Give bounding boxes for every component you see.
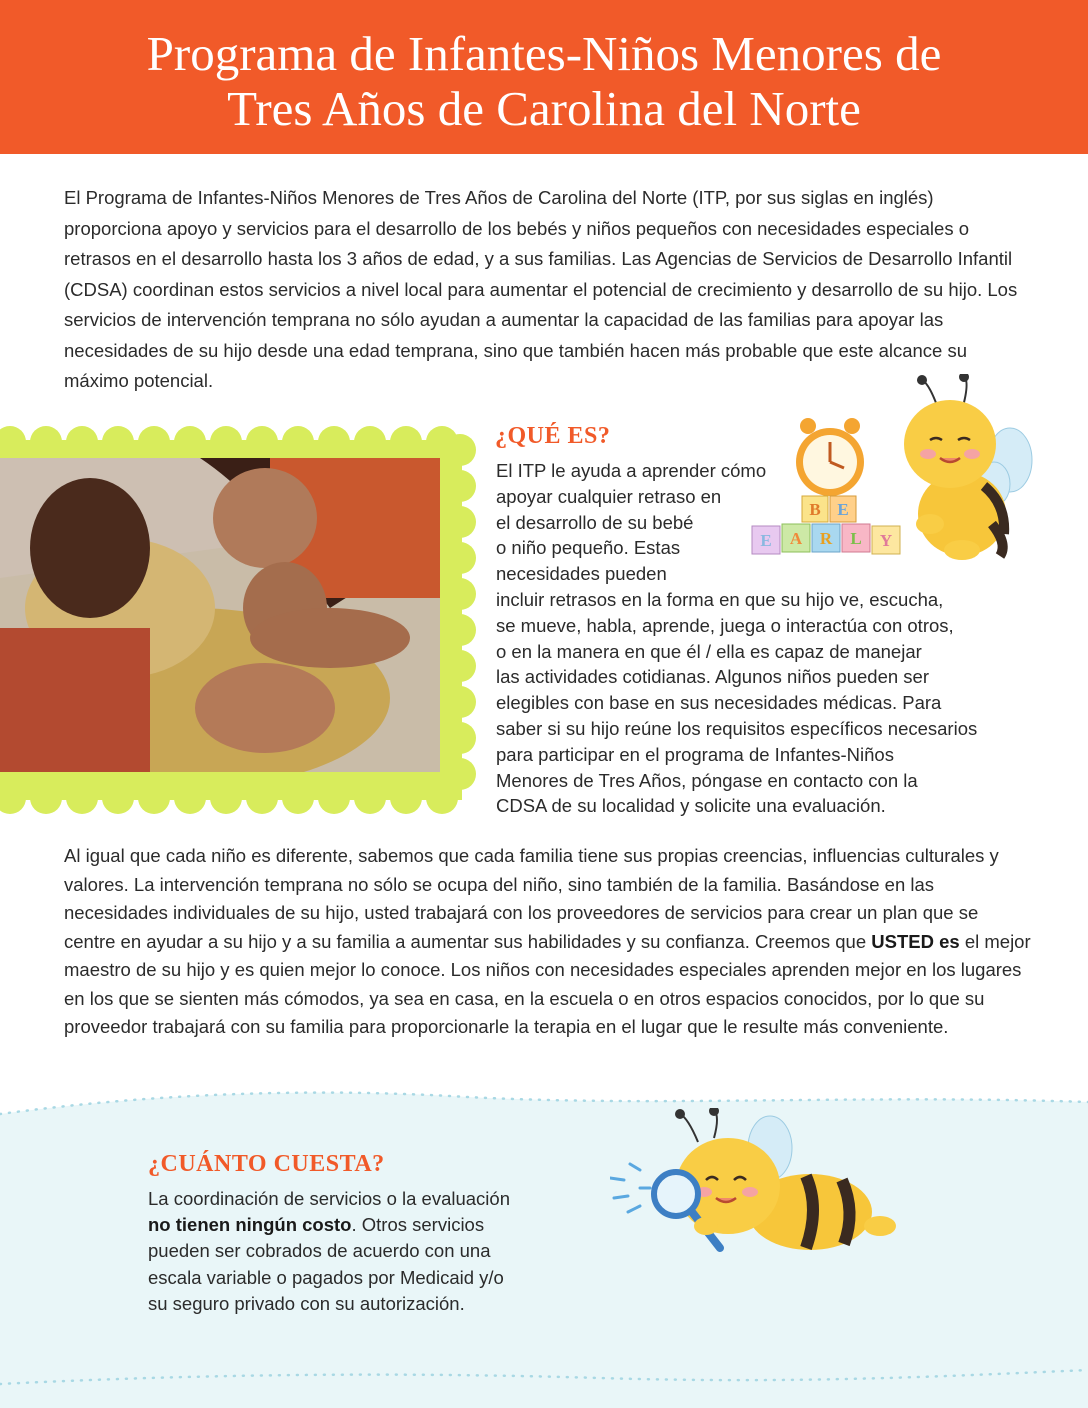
page-title (0, 26, 1088, 136)
frame-scallop (354, 426, 386, 458)
letter-block-l (842, 524, 870, 552)
frame-scallop (210, 782, 242, 814)
frame-scallop (282, 782, 314, 814)
family-photo (0, 458, 440, 772)
cost-line: no tienen ningún costo. Otros servicios (148, 1214, 485, 1236)
que-es-line: se mueve, habla, aprende, juega o interactúa con otros, (496, 614, 954, 636)
svg-text:E: E (837, 500, 849, 519)
frame-scallop (102, 782, 134, 814)
families-text-after: el mejor maestro de su hijo y es quien mejor lo conoce. Los niños con necesidades especiales aprenden mejor en los lugares en los que se sienten más cómodos, ya sea en casa, en la escuela o en otros espacios conocidos, por lo que su proveedor trabajará con su familia para proporcionarle la terapia en el lugar que le resulte más conveniente. (64, 930, 1031, 1037)
que-es-line: elegibles con base en sus necesidades médicas. Para (496, 692, 942, 714)
que-es-line: CDSA de su localidad y solicite una evaluación. (496, 795, 886, 817)
cost-line: escala variable o pagados por Medicaid y/o (148, 1266, 504, 1288)
svg-text:B: B (809, 500, 821, 519)
que-es-line: o niño pequeño. Estas (496, 537, 681, 559)
frame-scallop (174, 782, 206, 814)
svg-text:A: A (789, 529, 803, 548)
frame-scallop (354, 782, 386, 814)
cost-heading: ¿CUÁNTO CUESTA? (148, 1151, 385, 1177)
frame-scallop (444, 614, 476, 646)
usted-es-emphasis: USTED es (871, 930, 960, 952)
frame-scallop (66, 426, 98, 458)
frame-scallop (318, 782, 350, 814)
que-es-line: para participar en el programa de Infantes-Niños (496, 743, 894, 765)
letter-block-e (752, 526, 780, 554)
que-es-line: incluir retrasos en la forma en que su hijo ve, escucha, (496, 588, 944, 610)
frame-scallop (444, 722, 476, 754)
frame-scallop (444, 686, 476, 718)
letter-block-r (812, 524, 840, 552)
frame-scallop (282, 426, 314, 458)
letter-block-b (802, 496, 828, 522)
svg-text:E: E (760, 531, 772, 550)
frame-scallop (444, 578, 476, 610)
families-text-before: Al igual que cada niño es diferente, sabemos que cada familia tiene sus propias creencias, influencias culturales y valores. La intervención temprana no sólo se ocupa del niño, sino también de la familia. Basándose en las necesidades individuales de su hijo, usted trabajará con los proveedores de servicios para crear un plan que se centre en ayudar a su hijo y a su familia a aumentar sus habilidades y su confianza. Creemos que (64, 845, 999, 952)
frame-scallop (444, 542, 476, 574)
bee-magnifier-illustration (610, 1108, 910, 1260)
frame-scallop (138, 426, 170, 458)
sitting-bee-illustration (900, 374, 1034, 564)
frame-scallop (30, 782, 62, 814)
que-es-line: o en la manera en que él / ella es capaz de manejar (496, 640, 922, 662)
letter-block-a (782, 524, 810, 552)
frame-scallop (444, 650, 476, 682)
que-es-line: El ITP le ayuda a aprender cómo (496, 460, 767, 481)
frame-scallop (390, 782, 422, 814)
frame-scallop (246, 426, 278, 458)
frame-scallop (66, 782, 98, 814)
families-paragraph (64, 842, 1034, 1042)
title-line-2: Tres Años de Carolina del Norte (227, 81, 861, 136)
frame-scallop (444, 470, 476, 502)
que-es-line: saber si su hijo reúne los requisitos específicos necesarios (496, 717, 978, 739)
frame-scallop (318, 426, 350, 458)
frame-scallop (102, 426, 134, 458)
svg-text:L: L (850, 529, 862, 548)
cost-line: pueden ser cobrados de acuerdo con una (148, 1240, 491, 1262)
que-es-line: necesidades pueden (496, 563, 667, 585)
frame-scallop (246, 782, 278, 814)
frame-scallop (444, 506, 476, 538)
que-es-line: apoyar cualquier retraso en (496, 485, 722, 507)
que-es-line: las actividades cotidianas. Algunos niños pueden ser (496, 666, 929, 688)
cost-paragraph (148, 1186, 568, 1317)
no-cost-emphasis: no tienen ningún costo (148, 1214, 352, 1236)
intro-paragraph: El Programa de Infantes-Niños Menores de Tres Años de Carolina del Norte (ITP, por sus siglas en inglés) proporciona apoyo y servicios para el desarrollo de los bebés y niños pequeños con necesidades especiales o retrasos en el desarrollo hasta los 3 años de edad, y a sus familias. Las Agencias de Servicios de Desarrollo Infantil (CDSA) coordinan estos servicios a nivel local para aumentar el potencial de crecimiento y desarrollo de su hijo. Los servicios de intervención temprana no sólo ayudan a aumentar la capacidad de las familias para apoyar las necesidades de su hijo desde una edad temprana, sino que también hacen más probable que este alcance su máximo potencial. (64, 187, 1018, 391)
que-es-heading: ¿QUÉ ES? (495, 423, 611, 449)
que-es-line: Menores de Tres Años, póngase en contacto con la (496, 769, 918, 791)
letter-block-e (830, 496, 856, 522)
svg-text:R: R (819, 529, 833, 548)
frame-scallop (444, 434, 476, 466)
que-es-line: el desarrollo de su bebé (496, 511, 694, 533)
frame-scallop (390, 426, 422, 458)
cost-line: La coordinación de servicios o la evaluación (148, 1188, 510, 1209)
frame-scallop (174, 426, 206, 458)
clock-blocks-illustration (750, 416, 906, 558)
frame-scallop (444, 758, 476, 790)
letter-block-y (872, 526, 900, 554)
frame-scallop (30, 426, 62, 458)
frame-scallop (138, 782, 170, 814)
alarm-clock-icon (796, 418, 864, 496)
title-line-1: Programa de Infantes-Niños Menores de (146, 26, 942, 81)
frame-scallop (210, 426, 242, 458)
cost-line: su seguro privado con su autorización. (148, 1292, 465, 1314)
svg-text:Y: Y (879, 531, 893, 550)
